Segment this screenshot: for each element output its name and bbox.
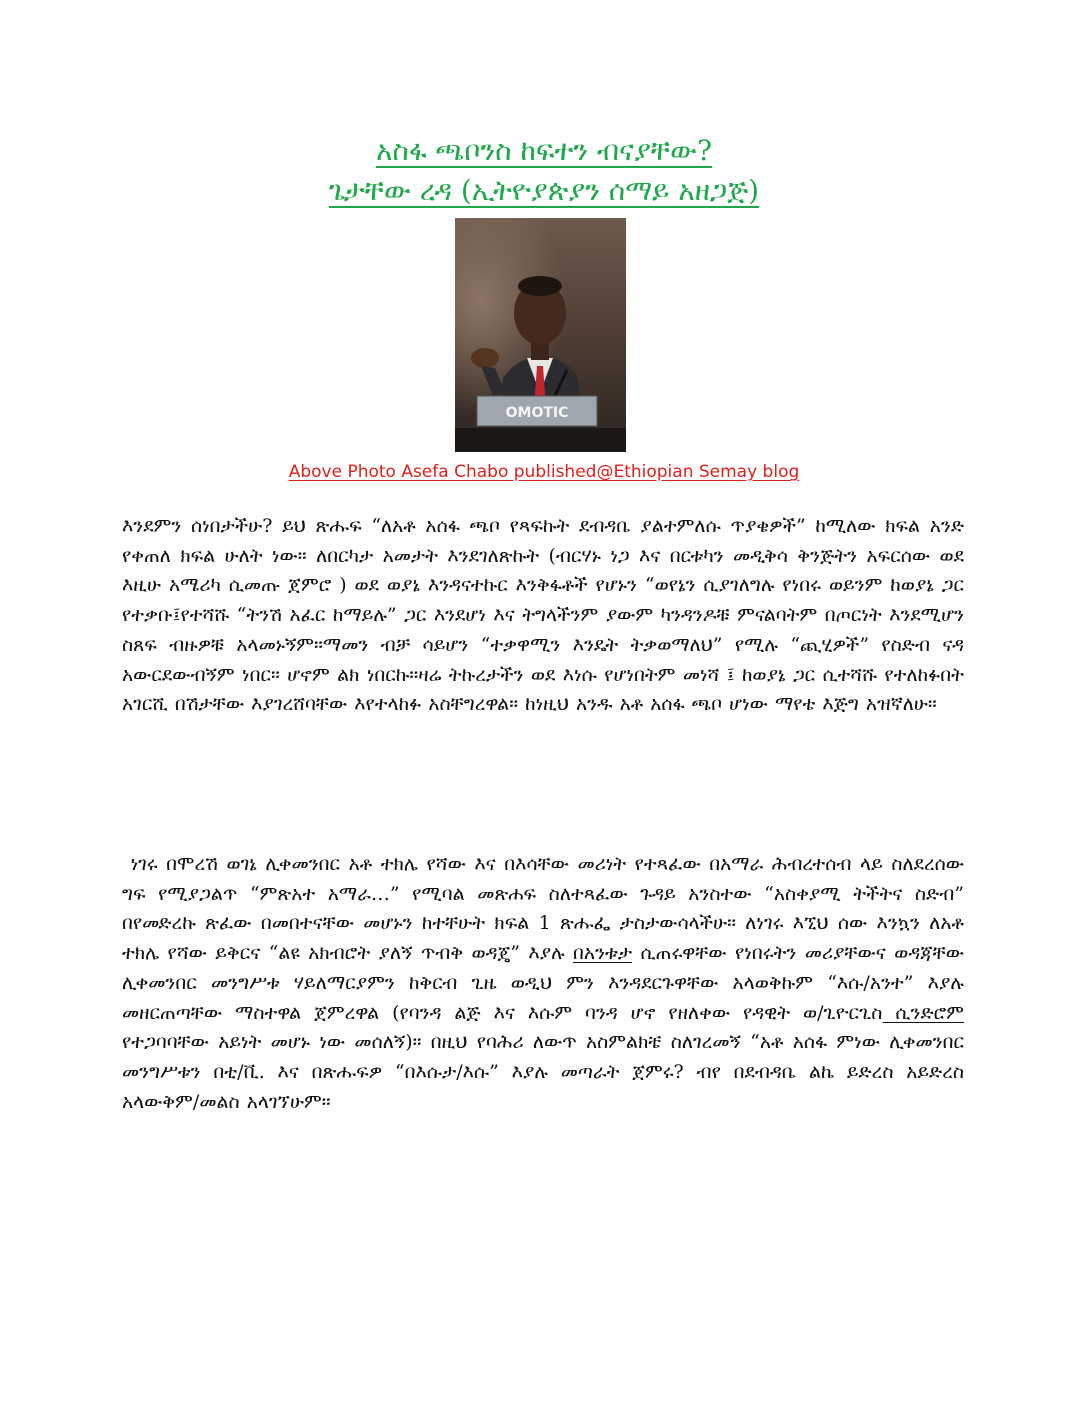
body-paragraph-1: እንደምን ሰነበታችሁ? ይህ ጽሑፍ “ለአቶ አሰፋ ጫቦ የጻፍኩት ደብዳቤ ያልተምለሱ ጥያቄዎች” ከሚለው ክፍል አንድ የቀጠለ ክፍል ሁለት ነው። ለበርካታ አመታት እንደገለጽኩት (ብርሃኑ ነጋ እና በርቱካን መዲቅሳ ቅንጅትን አፍርሰው ወደ እዚሁ አሜሪካ ሲመጡ ጀምሮ ) ወደ ወያኔ እንዳናተኩር እንቅፋቶች የሆኑን “ወየኔን ሲያገለግሉ የነበሩ ወይንም ከወያኔ ጋር የተቃቡ፤የተሻሹ “ትንሽ አፈር ከማይሉ” ጋር እንደሆነ እና ትግላችንም ያውም ካንዳንዶቹ ምናልባትም በጦርነት እንደሚሆን ስጸፍ ብዙዎቹ አላመኑኝም።ማመን ብቻ ሳይሆን “ተቃዋሚን እንዴት ትቃወማለህ” የሚሉ “ጪሂዎች” የስድብ ናዳ አውርደውብኝም ነበር። ሆኖም ልክ ነበርኩ።ዛሬ ትኩረታችን ወደ እነሱ የሆነበትም መነሻ ፤ ከወያኔ ጋር ሲተሻሹ የተለከፉበት አገርሺ በሽታቸው እያገረሸባቸው እየተላከፉ አስቸግረዋል። ከነዚህ አንዱ አቶ አሰፋ ጫቦ ሆነው ማየቴ እጅግ አዝኛለሁ። [122,515,964,716]
underlined-word: በአንቱታ [573,942,633,965]
body-paragraph-2 [122,850,964,1117]
article-title: አስፋ ጫቦንስ ከፍተን ብናያቸው? [375,134,713,167]
paragraph-2-text-c: የተጋባባቸው አይነት መሆኑ ነው መሰለኝ)። በዚህ የባሕሪ ለውጥ አስምልክቼ ስለገረመኝ “አቶ አሰፋ ምነው ሊቀመንበር መንግሥቱን በቲ/ቪ. እና በጽሑፍዎ “በእሱታ/እሱ” እያሉ መጣራት ጀምሩ? ብየ በደብዳቤ ልኬ ይድረስ አይድረስ አላውቅም/መልስ አላገኘሁም። [122,1031,964,1113]
photo-caption: Above Photo Asefa Chabo published@Ethiopian Semay blog [288,462,800,482]
speaker-photo [455,218,626,452]
paragraph-2-text-b: ሲጠሩዋቸው የነበሩትን መሪያቸውና ወዳጃቸው ሊቀመንበር መንግሥቱ ሃይለማርያምን ከቅርብ ጊዜ ወዲህ ምን እንዳደርጉዋቸው አላወቅኩም “እሱ/አንተ” እያሉ መዘርጠጣቸው ማስተዋል ጀምረዋል (የባንዳ ልጅ እና እሱም ባንዳ ሆኖ የዘለቀው የዳዊት ወ/ጊዮርጊስ [122,942,964,1024]
author-line: ጌታቸው ረዳ (ኢትዮያጵያን ሰማይ አዘጋጅ) [328,174,760,207]
placard-text: OMOTIC [505,405,569,421]
paragraph-2-text-a: ነገሩ በሞረሽ ወገኔ ሊቀመንበር አቶ ተክሌ የሻው እና በእሳቸው መሪነት የተጻፈው በአማራ ሕብረተሰብ ላይ ስለደረሰው ግፍ የሚያጋልጥ “ምጽአተ አማራ…” የሚባል መጽሐፍ ስለተጻፈው ጉዳይ አንስተው “አስቀያሚ ትችትና ስድብ” በየመድረኩ ጽፈው በመበተናቸው መሆኑን ከተቸሁት ክፍል 1 ጽሑፌ ታስታውሳላችሁ። ለነገሩ እኚህ ሰው እንኳን ለአቶ ተክሌ የሻው ይቅርና “ልዩ አክብሮት ያለኝ ጥብቅ ወዳጄ” እያሉ [122,853,964,965]
underlined-word: ሲንድሮም [882,1001,964,1024]
